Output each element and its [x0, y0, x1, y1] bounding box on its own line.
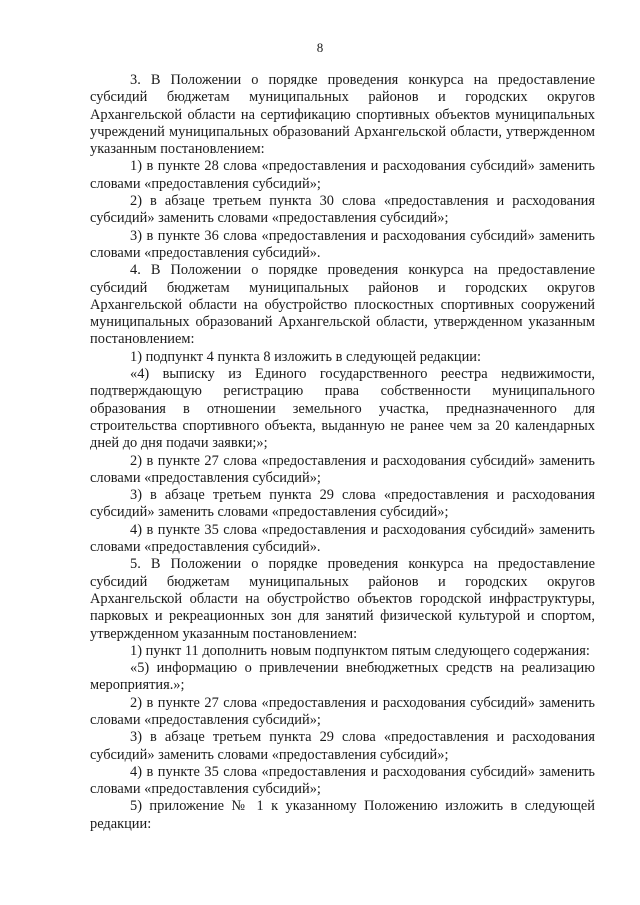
- paragraph: «4) выписку из Единого государственного реестра недвижимости, подтверждающую регистрацию права собственности муниципального образования в отношении земельного участка, предназначенного для строительства спортивного объекта, выданную не ранее чем за 20 календарных дней до дня подачи заявки;»;: [90, 366, 595, 452]
- paragraph: 1) пункт 11 дополнить новым подпунктом пятым следующего содержания:: [130, 642, 590, 659]
- document-body: [90, 72, 595, 833]
- paragraph: 2) в абзаце третьем пункта 30 слова «предоставления и расходования субсидий» заменить словами «предоставления субсидий»;: [90, 193, 595, 227]
- paragraph: 4. В Положении о порядке проведения конкурса на предоставление субсидий бюджетам муниципальных районов и городских округов Архангельской области на обустройство плоскостных спортивных сооружений муниципальных образований Архангельской области, утвержденном указанным постановлением:: [90, 262, 595, 348]
- paragraph: 4) в пункте 35 слова «предоставления и расходования субсидий» заменить словами «предоставления субсидий».: [90, 521, 595, 556]
- paragraph: 3) в абзаце третьем пункта 29 слова «предоставления и расходования субсидий» заменить словами «предоставления субсидий»;: [90, 487, 595, 521]
- paragraph: 1) в пункте 28 слова «предоставления и расходования субсидий» заменить словами «предоставления субсидий»;: [90, 158, 595, 192]
- paragraph: 2) в пункте 27 слова «предоставления и расходования субсидий» заменить словами «предоставления субсидий»;: [90, 694, 595, 728]
- paragraph: 3. В Положении о порядке проведения конкурса на предоставление субсидий бюджетам муниципальных районов и городских округов Архангельской области на сертификацию спортивных объектов муниципальных учреждений муниципальных образований Архангельской области, утвержденном указанным постановлением:: [90, 72, 595, 158]
- paragraph: «5) информацию о привлечении внебюджетных средств на реализацию мероприятия.»;: [90, 660, 595, 694]
- paragraph: 5. В Положении о порядке проведения конкурса на предоставление субсидий бюджетам муниципальных районов и городских округов Архангельской области на обустройство объектов городской инфраструктуры, парковых и рекреационных зон для занятий физической культурой и спортом, утвержденном указанным постановлением:: [90, 556, 595, 642]
- paragraph: 1) подпункт 4 пункта 8 изложить в следующей редакции:: [130, 348, 481, 365]
- paragraph: 5) приложение № 1 к указанному Положению изложить в следующей редакции:: [90, 798, 595, 832]
- page-number: 8: [316, 40, 324, 55]
- paragraph: 3) в абзаце третьем пункта 29 слова «предоставления и расходования субсидий» заменить словами «предоставления субсидий»;: [90, 729, 595, 763]
- paragraph: 3) в пункте 36 слова «предоставления и расходования субсидий» заменить словами «предоставления субсидий».: [90, 227, 595, 261]
- paragraph: 4) в пункте 35 слова «предоставления и расходования субсидий» заменить словами «предоставления субсидий»;: [90, 763, 595, 798]
- paragraph: 2) в пункте 27 слова «предоставления и расходования субсидий» заменить словами «предоставления субсидий»;: [90, 452, 595, 486]
